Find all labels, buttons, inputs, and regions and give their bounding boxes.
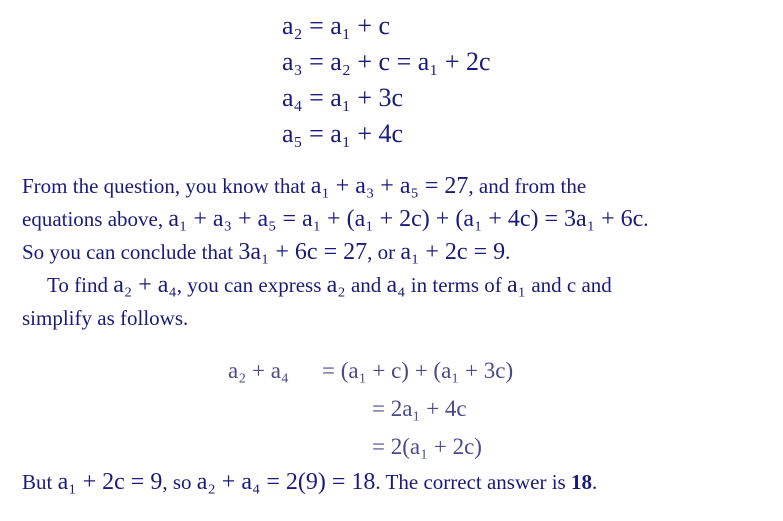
top-equations	[282, 8, 491, 152]
bottom-eq-rhs-2: = 2a₁ + 4c	[372, 396, 467, 421]
bottom-equations	[228, 352, 514, 466]
math-sum-expansion: a₁ + a₃ + a₅ = a₁ + (a₁ + 2c) + (a₁ + 4c) = 3a₁ + 6c	[168, 206, 644, 232]
text: in terms of	[410, 273, 502, 297]
math-a1-2c-9: a₁ + 2c = 9	[57, 469, 163, 495]
text: equations above,	[22, 207, 164, 231]
text: , or	[367, 240, 396, 264]
text: , and from the	[468, 174, 587, 198]
math-result: a₂ + a₄ = 2(9) = 18	[196, 469, 376, 495]
equation-a4: a₄ = a₁ + 3c	[282, 83, 404, 112]
paragraph-1-line-3	[22, 236, 772, 269]
paragraph-2-line-2: simplify as follows.	[22, 306, 189, 330]
math-3a1-6c: 3a₁ + 6c = 27	[238, 239, 368, 265]
equation-a2: a₂ = a₁ + c	[282, 11, 391, 40]
paragraph-1-line-1	[22, 170, 772, 203]
bottom-eq-row-3	[228, 428, 482, 466]
math-sum-27: a₁ + a₃ + a₅ = 27	[310, 173, 469, 199]
text: and c and	[531, 273, 612, 297]
bottom-eq-row-1	[228, 352, 514, 390]
text: From the question, you know that	[22, 174, 306, 198]
bottom-eq-lhs: a₂ + a₄	[228, 358, 289, 383]
math-a4: a₄	[386, 272, 406, 298]
text: , you can express	[176, 273, 322, 297]
text: So you can conclude that	[22, 240, 234, 264]
equation-a5: a₅ = a₁ + 4c	[282, 119, 404, 148]
text: To find	[47, 273, 108, 297]
text: . The correct answer is	[375, 470, 566, 494]
paragraph-1-line-2	[22, 203, 772, 236]
math-a2-a4: a₂ + a₄	[113, 272, 177, 298]
final-line	[22, 466, 597, 499]
text: and	[350, 273, 382, 297]
text: .	[505, 240, 511, 264]
math-a2: a₂	[326, 272, 346, 298]
bottom-eq-row-2	[228, 390, 467, 428]
equation-a3: a₃ = a₂ + c = a₁ + 2c	[282, 47, 491, 76]
text: , so	[162, 470, 192, 494]
paragraph-2-line-1	[22, 269, 772, 302]
text: .	[591, 470, 598, 494]
paragraph-1	[22, 170, 772, 269]
math-a1-2c-9: a₁ + 2c = 9	[400, 239, 506, 265]
bottom-eq-rhs-3: = 2(a₁ + 2c)	[372, 434, 482, 459]
correct-answer: 18	[570, 470, 592, 494]
text: But	[22, 470, 53, 494]
text: .	[643, 207, 649, 231]
bottom-eq-rhs-1: = (a₁ + c) + (a₁ + 3c)	[322, 358, 514, 383]
math-a1: a₁	[507, 272, 527, 298]
paragraph-2	[22, 269, 772, 335]
